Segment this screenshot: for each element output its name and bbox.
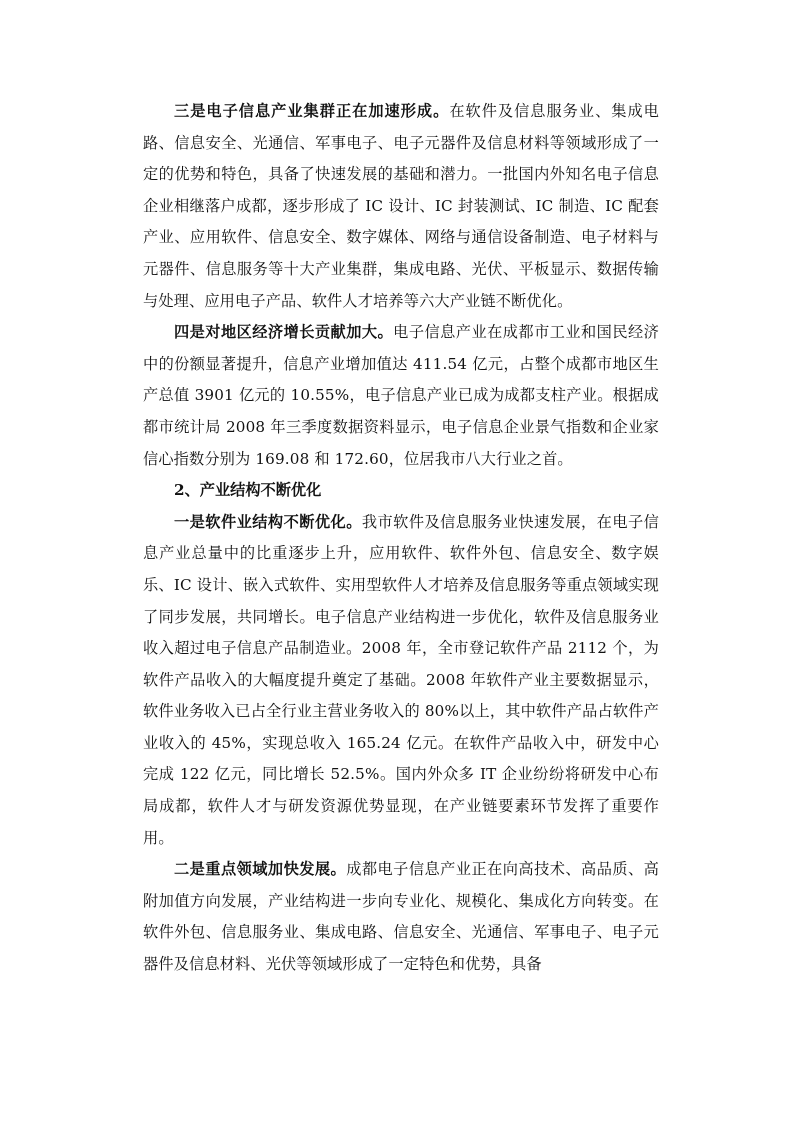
section-heading: 2、产业结构不断优化: [174, 481, 322, 500]
paragraph-key-areas: [143, 854, 659, 980]
paragraph-lead: 三是电子信息产业集群正在加速形成。: [174, 102, 450, 120]
paragraph-economic-contribution: [143, 317, 659, 475]
paragraph-software-structure: [143, 507, 659, 855]
paragraph-lead: 二是重点领域加快发展。: [174, 860, 347, 879]
paragraph-lead: 四是对地区经济增长贡献加大。: [174, 323, 394, 342]
paragraph-lead: 一是软件业结构不断优化。: [174, 512, 362, 531]
paragraph-body: 我市软件及信息服务业快速发展，在电子信息产业总量中的比重逐步上升，应用软件、软件外包、信息安全、数字娱乐、IC 设计、嵌入式软件、实用型软件人才培养及信息服务等重点领域实现了同步发展，共同增长。电子信息产业结构进一步优化，软件及信息服务业收入超过电子信息产品制造业。2008 年，全市登记软件产品 2112 个，为软件产品收入的大幅度提升奠定了基础。2008 年软件产业主要数据显示，软件业务收入已占全行业主营业务收入的 80%以上，其中软件产品占软件产业收入的 45%，实现总收入 165.24 亿元。在软件产品收入中，研发中心完成 122 亿元，同比增长 52.5%。国内外众多 IT 企业纷纷将研发中心布局成都，软件人才与研发资源优势显现，在产业链要素环节发挥了重要作用。: [143, 512, 659, 847]
paragraph-body: 电子信息产业在成都市工业和国民经济中的份额显著提升，信息产业增加值达 411.54 亿元，占整个成都市地区生产总值 3901 亿元的 10.55%，电子信息产业已成为成都支柱产业。根据成都市统计局 2008 年三季度数据资料显示，电子信息企业景气指数和企业家信心指数分别为 169.08 和 172.60，位居我市八大行业之首。: [143, 323, 659, 468]
paragraph-body: 在软件及信息服务业、集成电路、信息安全、光通信、军事电子、电子元器件及信息材料等领域形成了一定的优势和特色，具备了快速发展的基础和潜力。一批国内外知名电子信息企业相继落户成都，逐步形成了 IC 设计、IC 封装测试、IC 制造、IC 配套产业、应用软件、信息安全、数字媒体、网络与通信设备制造、电子材料与元器件、信息服务等十大产业集群，集成电路、光伏、平板显示、数据传输与处理、应用电子产品、软件人才培养等六大产业链不断优化。: [143, 102, 659, 310]
paragraph-body: 成都电子信息产业正在向高技术、高品质、高附加值方向发展，产业结构进一步向专业化、规模化、集成化方向转变。在软件外包、信息服务业、集成电路、信息安全、光通信、军事电子、电子元器件及信息材料、光伏等领域形成了一定特色和优势，具备: [143, 860, 660, 974]
paragraph-electronic-cluster: [143, 96, 659, 317]
document-page: [143, 96, 659, 981]
